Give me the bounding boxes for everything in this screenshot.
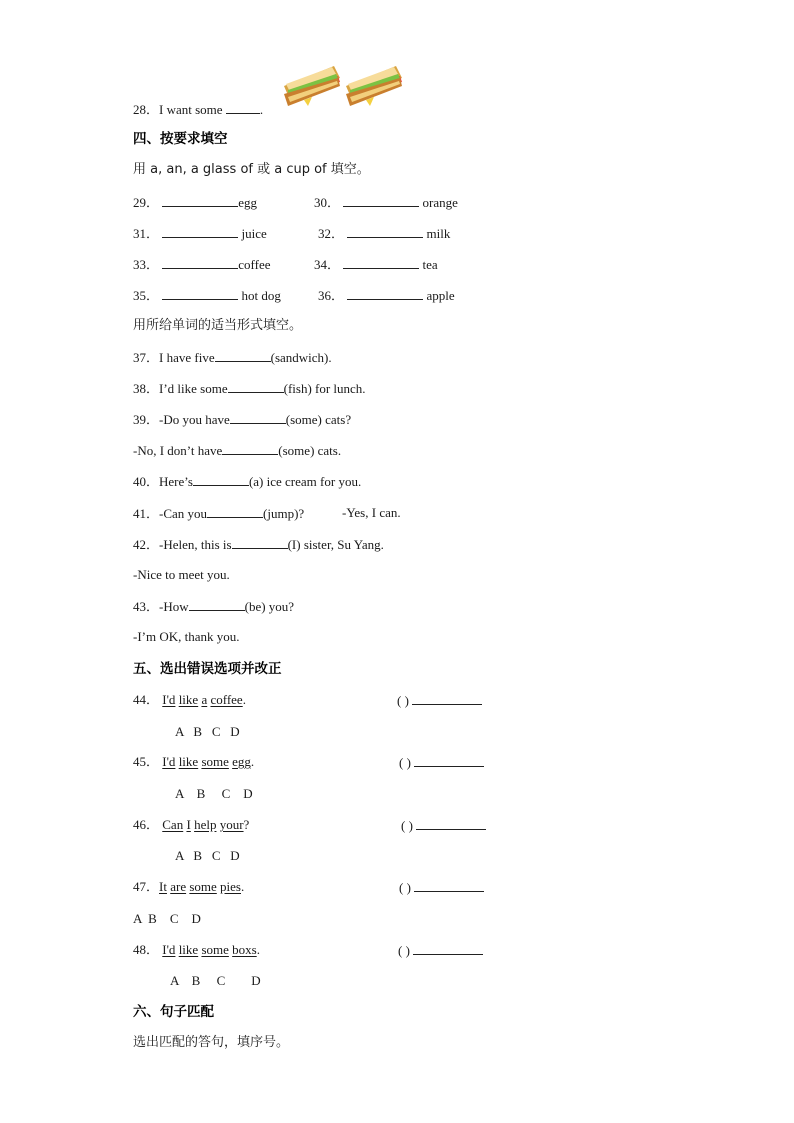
- question-number: 34．: [314, 257, 341, 272]
- question-28: 28．I want some .: [133, 102, 264, 117]
- option-letters: A B C D: [133, 911, 201, 926]
- answer-blank[interactable]: [162, 194, 238, 207]
- correction-blank[interactable]: [414, 754, 484, 767]
- question-number: 42．: [133, 537, 160, 552]
- answer-blank[interactable]: [347, 225, 423, 238]
- answer-blank[interactable]: [162, 256, 238, 269]
- correction-blank[interactable]: [413, 942, 483, 955]
- question-number: 29．: [133, 195, 160, 210]
- choice-paren[interactable]: ( ): [397, 693, 409, 708]
- question-43-answer: -I’m OK, thank you.: [133, 629, 240, 644]
- question-number: 36．: [318, 288, 345, 303]
- question-word: tea: [422, 257, 438, 272]
- question-number: 47．: [133, 879, 160, 894]
- question-number: 40．: [133, 474, 160, 489]
- answer-slot[interactable]: [398, 942, 483, 959]
- option-b: I: [186, 817, 191, 832]
- answer-slot[interactable]: [399, 879, 484, 896]
- question-31: [133, 225, 267, 242]
- question-word: egg: [238, 195, 258, 210]
- option-c: some: [201, 754, 229, 769]
- option-c: a: [201, 692, 208, 707]
- option-a: I'd: [162, 692, 176, 707]
- answer-blank[interactable]: [222, 442, 278, 455]
- answer-blank[interactable]: [230, 411, 286, 424]
- question-30: [314, 194, 458, 211]
- answer-blank[interactable]: [215, 349, 271, 362]
- correction-blank[interactable]: [414, 879, 484, 892]
- question-number: 28．: [133, 102, 160, 117]
- option-b: like: [178, 692, 199, 707]
- section-title: 六、句子匹配: [133, 1004, 214, 1020]
- question-number: 43．: [133, 599, 160, 614]
- choice-paren[interactable]: ( ): [398, 943, 410, 958]
- answer-blank[interactable]: [347, 287, 423, 300]
- question-41: 41．-Can you (jump)?: [133, 506, 305, 521]
- choice-paren[interactable]: ( ): [401, 818, 413, 833]
- option-a: I'd: [162, 754, 176, 769]
- question-number: 45．: [133, 754, 160, 769]
- question-number: 37．: [133, 350, 160, 365]
- option-d: coffee: [210, 692, 243, 707]
- question-44: 44． I'd like a coffee.: [133, 692, 246, 707]
- answer-blank[interactable]: [162, 287, 238, 300]
- question-36: [318, 287, 455, 304]
- option-d: your: [219, 817, 244, 832]
- answer-blank[interactable]: [232, 536, 288, 549]
- question-word: orange: [422, 195, 458, 210]
- question-word: coffee: [238, 257, 271, 272]
- question-number: 46．: [133, 817, 160, 832]
- option-a: Can: [162, 817, 184, 832]
- answer-slot[interactable]: [397, 692, 482, 709]
- question-word: apple: [426, 288, 455, 303]
- answer-blank[interactable]: [343, 256, 419, 269]
- question-number: 38．: [133, 381, 160, 396]
- question-number: 30．: [314, 195, 341, 210]
- option-letters: A B C D: [175, 786, 253, 801]
- correction-blank[interactable]: [412, 692, 482, 705]
- answer-blank[interactable]: [162, 225, 238, 238]
- option-c: help: [194, 817, 217, 832]
- choice-paren[interactable]: ( ): [399, 755, 411, 770]
- question-33: [133, 256, 271, 273]
- question-40: 40．Here’s (a) ice cream for you.: [133, 474, 362, 489]
- section-title: 四、按要求填空: [133, 131, 228, 147]
- question-word: hot dog: [241, 288, 281, 303]
- section-title: 五、选出错误选项并改正: [133, 661, 282, 677]
- correction-blank[interactable]: [416, 817, 486, 830]
- question-number: 41．: [133, 506, 160, 521]
- question-number: 44．: [133, 692, 160, 707]
- option-letters: A B C D: [170, 973, 261, 988]
- question-number: 48．: [133, 942, 160, 957]
- option-c: some: [201, 942, 229, 957]
- question-39-answer: -No, I don’t have (some) cats.: [133, 443, 342, 458]
- answer-blank[interactable]: [226, 101, 260, 114]
- question-number: 39．: [133, 412, 160, 427]
- option-a: It: [159, 879, 167, 894]
- question-number: 33．: [133, 257, 160, 272]
- question-48: 48． I'd like some boxs.: [133, 942, 260, 957]
- option-letters: A B C D: [175, 848, 240, 863]
- question-number: 32．: [318, 226, 345, 241]
- question-41-answer: -Yes, I can.: [342, 505, 401, 520]
- question-34: [314, 256, 438, 273]
- question-45: 45． I'd like some egg.: [133, 754, 255, 769]
- question-42: 42．-Helen, this is (I) sister, Su Yang.: [133, 537, 384, 552]
- option-d: boxs: [232, 942, 257, 957]
- question-46: 46． Can I help your?: [133, 817, 250, 832]
- answer-blank[interactable]: [228, 380, 284, 393]
- option-d: pies: [220, 879, 241, 894]
- question-word: juice: [241, 226, 267, 241]
- option-letters: A B C D: [175, 724, 240, 739]
- answer-blank[interactable]: [193, 473, 249, 486]
- section-instruction: 选出匹配的答句，填序号。: [133, 1035, 290, 1050]
- answer-slot[interactable]: [399, 754, 484, 771]
- answer-blank[interactable]: [343, 194, 419, 207]
- answer-blank[interactable]: [207, 505, 263, 518]
- sandwich-image: [282, 64, 342, 110]
- question-29: [133, 194, 257, 211]
- question-38: 38．I’d like some (fish) for lunch.: [133, 381, 366, 396]
- question-42-answer: -Nice to meet you.: [133, 567, 230, 582]
- question-39: 39．-Do you have (some) cats?: [133, 412, 352, 427]
- sandwich-image: [344, 64, 404, 110]
- option-a: I'd: [162, 942, 176, 957]
- section-instruction: 用 a, an, a glass of 或 a cup of 填空。: [133, 162, 370, 177]
- answer-blank[interactable]: [189, 598, 245, 611]
- question-32: [318, 225, 450, 242]
- question-47: 47．It are some pies.: [133, 879, 245, 894]
- question-43: 43．-How (be) you?: [133, 599, 295, 614]
- question-number: 31．: [133, 226, 160, 241]
- option-b: are: [170, 879, 187, 894]
- section-instruction: 用所给单词的适当形式填空。: [133, 318, 303, 333]
- option-c: some: [189, 879, 217, 894]
- question-word: milk: [426, 226, 451, 241]
- option-b: like: [178, 754, 199, 769]
- option-b: like: [178, 942, 199, 957]
- question-37: 37．I have five (sandwich).: [133, 350, 332, 365]
- question-35: [133, 287, 281, 304]
- answer-slot[interactable]: [401, 817, 486, 834]
- question-number: 35．: [133, 288, 160, 303]
- question-text: I want some: [159, 102, 223, 117]
- choice-paren[interactable]: ( ): [399, 880, 411, 895]
- option-d: egg: [232, 754, 251, 769]
